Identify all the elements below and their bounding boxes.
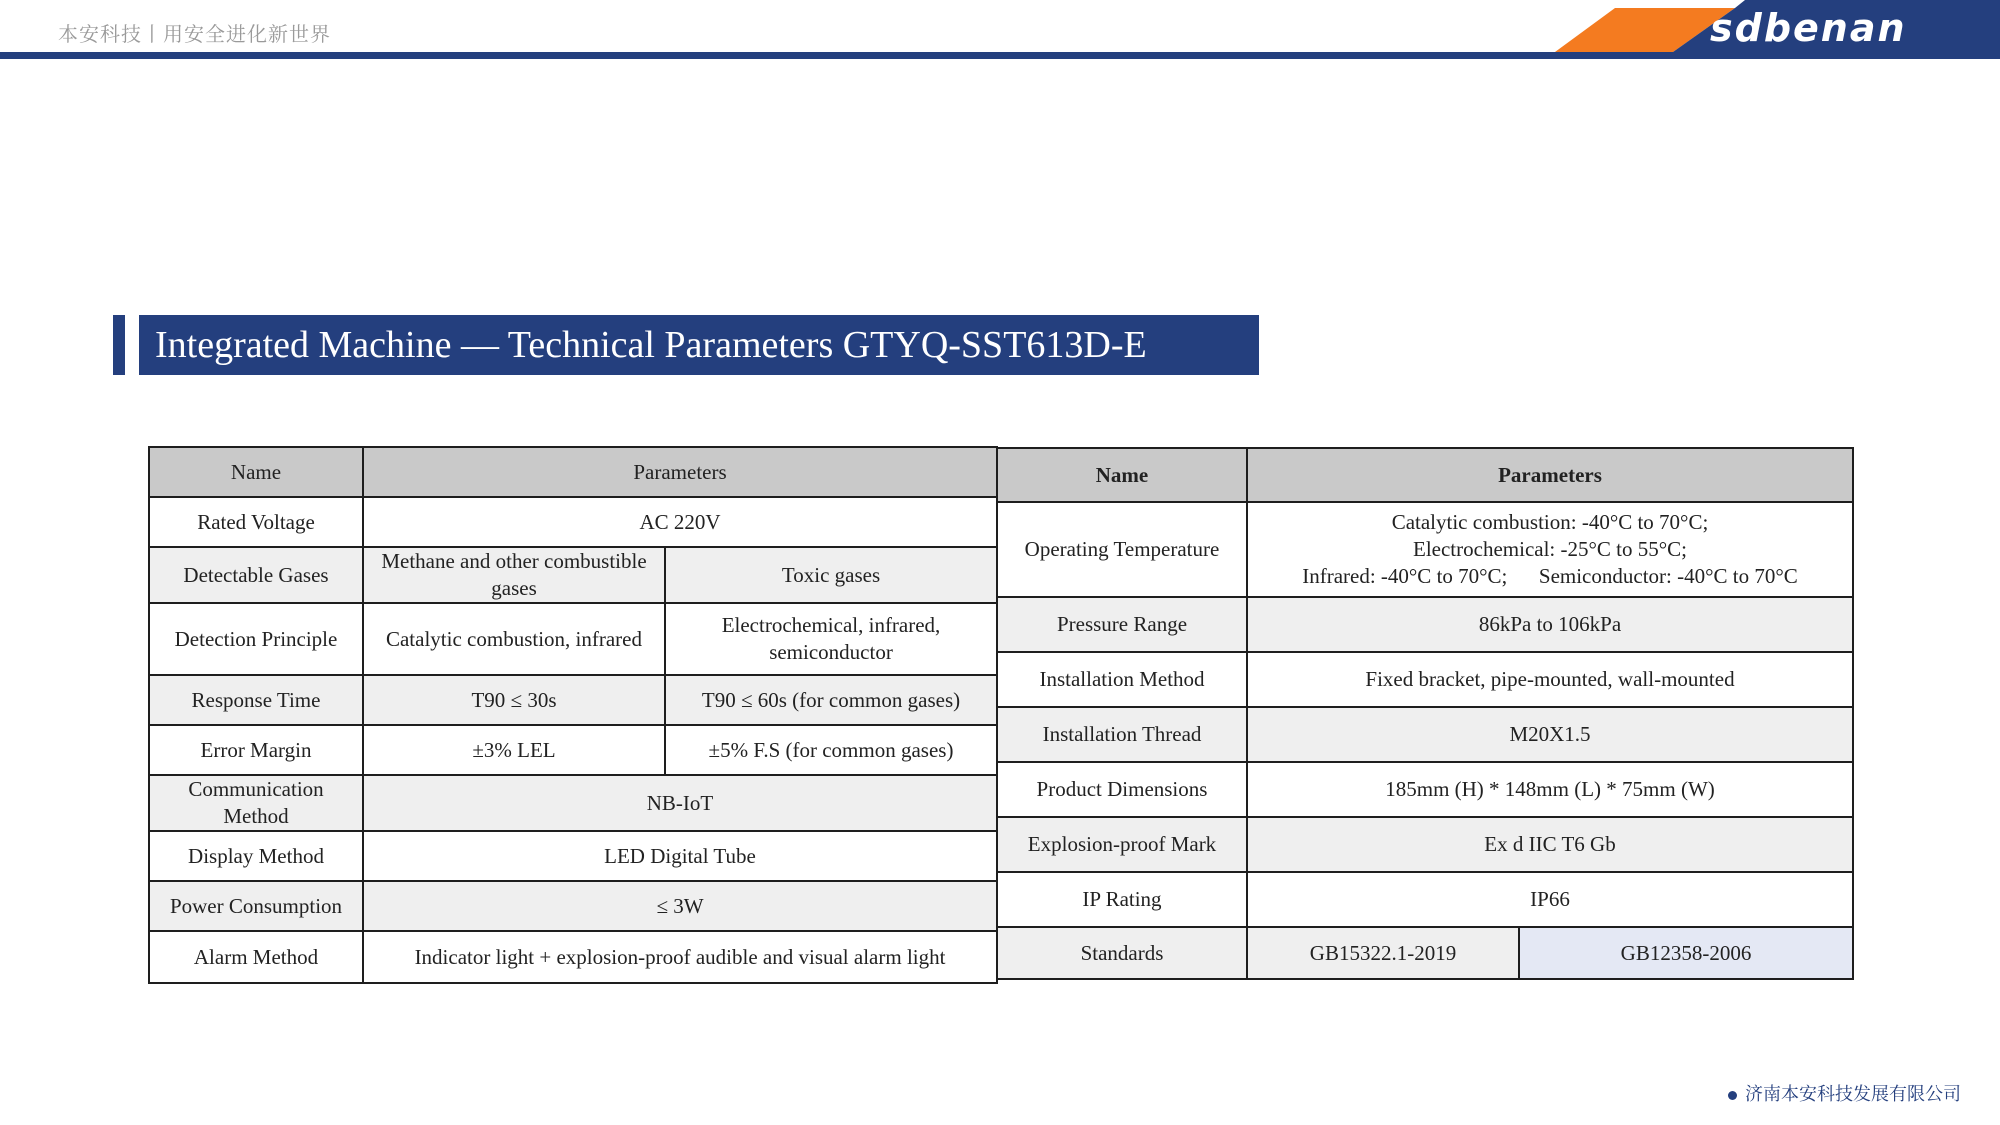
row-value: GB12358-2006 xyxy=(1519,927,1853,979)
row-value: Ex d IIC T6 Gb xyxy=(1247,817,1853,872)
table-row xyxy=(997,762,1853,817)
row-label: Standards xyxy=(997,927,1247,979)
table-row xyxy=(149,831,997,881)
table-row xyxy=(997,597,1853,652)
row-value: Catalytic combustion, infrared xyxy=(363,603,665,675)
table-row xyxy=(149,675,997,725)
header-parameters: Parameters xyxy=(1247,448,1853,502)
table-row xyxy=(149,725,997,775)
table-row xyxy=(149,547,997,603)
row-label: Detectable Gases xyxy=(149,547,363,603)
row-value: M20X1.5 xyxy=(1247,707,1853,762)
temp-semiconductor: Semiconductor: -40°C to 70°C xyxy=(1538,564,1798,588)
row-label: Rated Voltage xyxy=(149,497,363,547)
row-value: T90 ≤ 60s (for common gases) xyxy=(665,675,997,725)
row-value: Toxic gases xyxy=(665,547,997,603)
table-header-row xyxy=(997,448,1853,502)
row-value: 86kPa to 106kPa xyxy=(1247,597,1853,652)
title-banner xyxy=(139,315,1259,375)
table-row xyxy=(997,817,1853,872)
row-value: Electrochemical, infrared, semiconductor xyxy=(665,603,997,675)
header-name: Name xyxy=(149,447,363,497)
table-row xyxy=(997,502,1853,597)
header-bar xyxy=(0,0,2000,60)
table-header-row xyxy=(149,447,997,497)
row-label: Alarm Method xyxy=(149,931,363,983)
company-name: 济南本安科技发展有限公司 xyxy=(1745,1084,1961,1105)
header-name: Name xyxy=(997,448,1247,502)
row-label: Installation Thread xyxy=(997,707,1247,762)
row-value: Methane and other combustible gases xyxy=(363,547,665,603)
page-title: Integrated Machine — Technical Parameters GTYQ-SST613D-E xyxy=(155,324,1147,366)
row-value: GB15322.1-2019 xyxy=(1247,927,1519,979)
temp-infrared-semiconductor xyxy=(1254,563,1846,590)
row-label: Explosion-proof Mark xyxy=(997,817,1247,872)
row-value: ≤ 3W xyxy=(363,881,997,931)
table-row xyxy=(149,881,997,931)
row-value: NB-IoT xyxy=(363,775,997,831)
row-value: Indicator light + explosion-proof audible and visual alarm light xyxy=(363,931,997,983)
row-label: Pressure Range xyxy=(997,597,1247,652)
row-label: Error Margin xyxy=(149,725,363,775)
table-row xyxy=(997,652,1853,707)
brand-logo: sdbenan xyxy=(1710,6,1907,50)
row-value: ±3% LEL xyxy=(363,725,665,775)
table-row xyxy=(997,707,1853,762)
row-value: LED Digital Tube xyxy=(363,831,997,881)
row-label: IP Rating xyxy=(997,872,1247,927)
footer-company xyxy=(1728,1080,1961,1106)
row-label: Power Consumption xyxy=(149,881,363,931)
row-value: AC 220V xyxy=(363,497,997,547)
row-value: 185mm (H) * 148mm (L) * 75mm (W) xyxy=(1247,762,1853,817)
row-label: Display Method xyxy=(149,831,363,881)
table-row xyxy=(149,497,997,547)
row-label: Response Time xyxy=(149,675,363,725)
row-label: Operating Temperature xyxy=(997,502,1247,597)
title-accent-bar xyxy=(113,315,125,375)
row-label: Communication Method xyxy=(149,775,363,831)
header-parameters: Parameters xyxy=(363,447,997,497)
temp-electrochemical: Electrochemical: -25°C to 55°C; xyxy=(1413,537,1687,561)
tagline: 本安科技丨用安全进化新世界 xyxy=(58,22,331,46)
row-label: Detection Principle xyxy=(149,603,363,675)
row-value: Fixed bracket, pipe-mounted, wall-mounted xyxy=(1247,652,1853,707)
table-row xyxy=(149,931,997,983)
row-value: T90 ≤ 30s xyxy=(363,675,665,725)
row-label: Product Dimensions xyxy=(997,762,1247,817)
left-parameters-table xyxy=(148,446,998,984)
table-row xyxy=(997,872,1853,927)
bullet-icon xyxy=(1728,1091,1737,1100)
row-value: IP66 xyxy=(1247,872,1853,927)
table-row xyxy=(149,775,997,831)
table-row xyxy=(149,603,997,675)
row-label: Installation Method xyxy=(997,652,1247,707)
table-row xyxy=(997,927,1853,979)
temp-catalytic: Catalytic combustion: -40°C to 70°C; xyxy=(1391,510,1709,534)
row-value xyxy=(1247,502,1853,597)
temp-infrared: Infrared: -40°C to 70°C; xyxy=(1302,564,1508,588)
right-parameters-table xyxy=(996,447,1854,980)
row-value: ±5% F.S (for common gases) xyxy=(665,725,997,775)
